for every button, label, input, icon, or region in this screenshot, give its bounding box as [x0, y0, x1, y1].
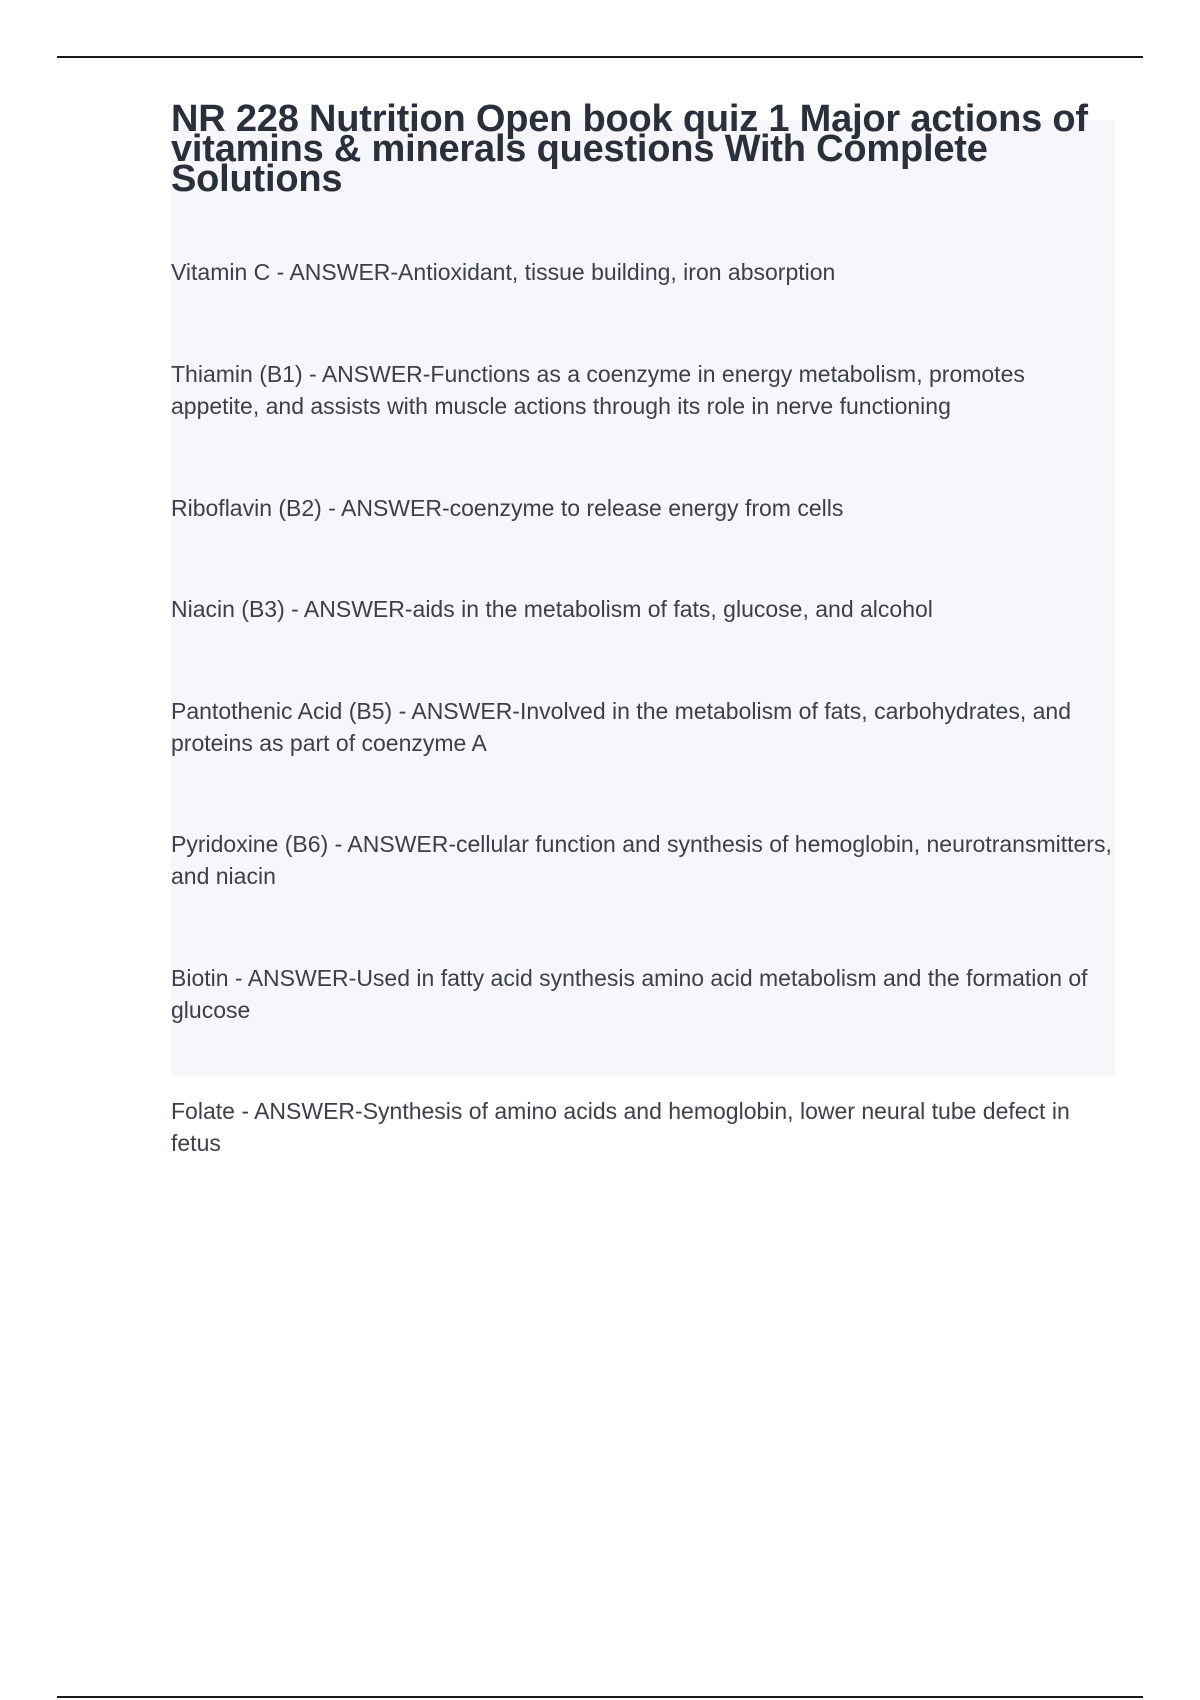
qa-item-riboflavin: Riboflavin (B2) - ANSWER-coenzyme to release energy from cells [171, 495, 844, 521]
qa-item-pantothenic-acid: Pantothenic Acid (B5) - ANSWER-Involved in the metabolism of fats, carbohydrates, and proteins as part of coenzyme A [171, 698, 1071, 756]
qa-item-vitamin-c: Vitamin C - ANSWER-Antioxidant, tissue building, iron absorption [171, 259, 836, 285]
qa-item-thiamin: Thiamin (B1) - ANSWER-Functions as a coenzyme in energy metabolism, promotes appetite, and assists with muscle actions through its role in nerve functioning [171, 361, 1025, 419]
top-divider [57, 56, 1143, 58]
document-title: NR 228 Nutrition Open book quiz 1 Major actions of vitamins & minerals questions With Complete Solutions [171, 98, 1088, 200]
bottom-divider [57, 1696, 1143, 1698]
qa-item-biotin: Biotin - ANSWER-Used in fatty acid synthesis amino acid metabolism and the formation of glucose [171, 965, 1088, 1023]
qa-item-niacin: Niacin (B3) - ANSWER-aids in the metabolism of fats, glucose, and alcohol [171, 596, 933, 622]
document-body [171, 98, 1115, 1156]
qa-item-pyridoxine: Pyridoxine (B6) - ANSWER-cellular function and synthesis of hemoglobin, neurotransmitters, and niacin [171, 831, 1112, 889]
qa-item-folate: Folate - ANSWER-Synthesis of amino acids and hemoglobin, lower neural tube defect in fetus [171, 1098, 1070, 1156]
